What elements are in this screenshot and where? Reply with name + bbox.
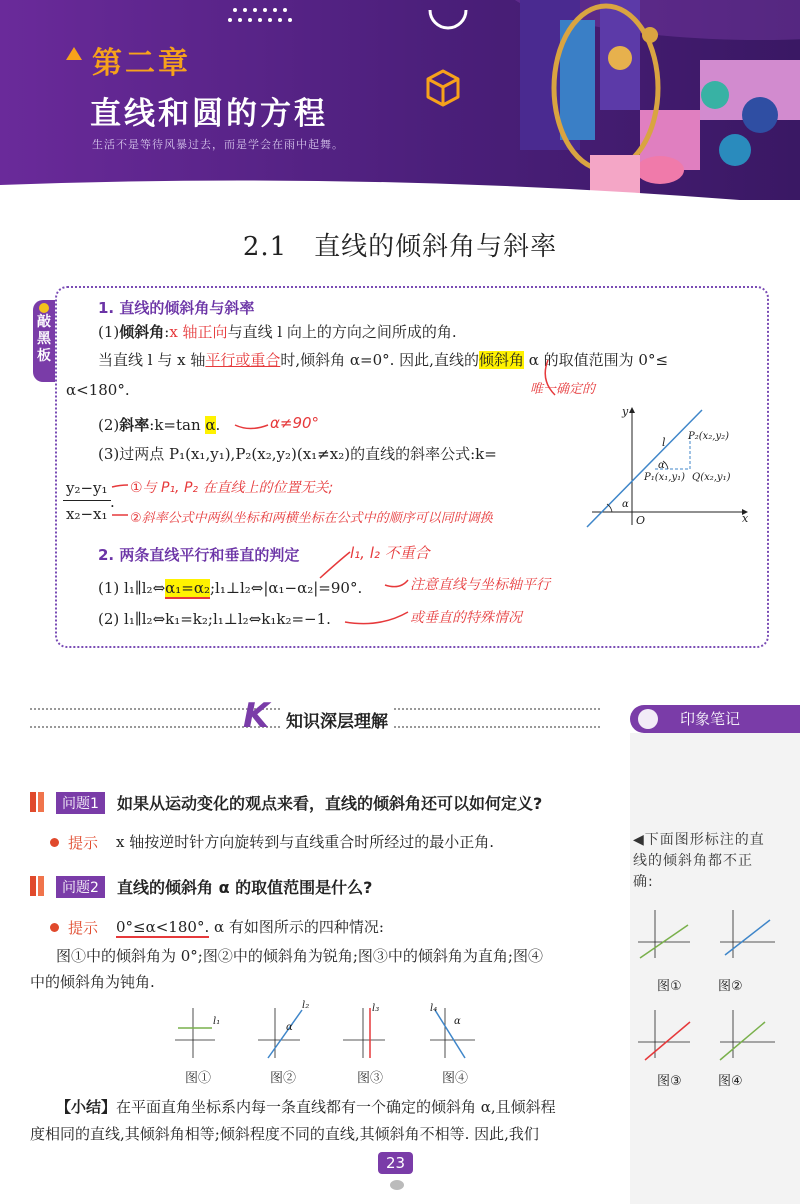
fig3-l3: l₃ <box>372 1003 380 1014</box>
p2-post: α 的取值范围为 0°≤ <box>523 351 669 369</box>
chapter-title: 直线和圆的方程 <box>90 96 328 132</box>
side-note: ◀下面图形标注的直线的倾斜角都不正确: <box>633 832 765 890</box>
p4-highlight: α <box>205 416 216 434</box>
fig-origin-label: O <box>636 514 646 527</box>
frac-denominator: x₂−x₁ <box>66 505 108 523</box>
p1-red: x 轴正向 <box>169 323 228 341</box>
r1-highlight: α₁=α₂ <box>165 579 210 597</box>
frac-numerator: y₂−y₁ <box>66 479 108 497</box>
q1-text: 如果从运动变化的观点来看，直线的倾斜角还可以如何定义? <box>117 794 543 813</box>
fig2-caption: 图② <box>270 1071 297 1086</box>
r1-post: ;l₁⊥l₂⇔|α₁−α₂|=90°. <box>210 579 363 597</box>
board-p1 <box>98 322 457 342</box>
fig1-l1: l₁ <box>213 1016 221 1027</box>
fig-p2-label: P₂(x₂,y₂) <box>688 431 730 442</box>
p4-mid: :k=tan <box>149 416 206 434</box>
q1-hint: x 轴按逆时针方向旋转到与直线重合时所经过的最小正角. <box>116 833 494 851</box>
hint-dot-icon-2 <box>50 923 59 932</box>
fig-line-label: l <box>662 436 666 449</box>
fig-x-label: x <box>742 512 749 525</box>
side-fig-caption-2: 图② <box>718 979 743 994</box>
p2-highlight: 倾斜角 <box>478 351 524 369</box>
p1-colon: : <box>164 323 170 341</box>
q2-bar <box>30 876 36 896</box>
side-fig-caption-1: 图① <box>657 979 682 994</box>
fig-alpha-top: α <box>658 460 665 471</box>
note-unique: 唯一确定的 <box>530 382 596 397</box>
board-tag-text: 敲黑板 <box>37 314 51 364</box>
q1-bar <box>30 792 36 812</box>
board-p2 <box>98 350 668 370</box>
summary-label: 【小结】 <box>56 1098 117 1116</box>
summary-text-1: 在平面直角坐标系内每一条直线都有一个确定的倾斜角 α,且倾斜程 <box>116 1098 556 1116</box>
board-tag <box>33 300 55 382</box>
p2-mid: 时,倾斜角 α=0°. 因此,直线的 <box>280 351 479 369</box>
chapter-motto: 生活不是等待风暴过去，而是学会在雨中起舞。 <box>92 138 344 151</box>
note-alpha: α≠90° <box>270 414 320 432</box>
fig2-l2: l₂ <box>302 1000 310 1011</box>
r1-pre: (1) l₁∥l₂⇔ <box>98 579 166 597</box>
q2-hint-post: α 有如图所示的四种情况: <box>209 918 384 936</box>
hint-dot-icon <box>50 838 59 847</box>
k-badge: K <box>243 696 270 736</box>
fig4-caption: 图④ <box>442 1071 469 1086</box>
note-not-coincide: l₁, l₂ 不重合 <box>350 544 430 562</box>
note-axis-2: 或垂直的特殊情况 <box>410 610 522 626</box>
board-r2: (2) l₁∥l₂⇔k₁=k₂;l₁⊥l₂⇔k₁k₂=−1. <box>98 610 331 628</box>
fig4-alpha: α <box>454 1016 461 1027</box>
side-fig-caption-4: 图④ <box>718 1074 743 1089</box>
board-p5: (3)过两点 P₁(x₁,y₁),P₂(x₂,y₂)(x₁≠x₂)的直线的斜率公式:k= <box>98 445 497 463</box>
board-p4 <box>98 415 220 435</box>
q2-hint-range: 0°≤α<180°. <box>116 918 210 936</box>
fig-p1-label: P₁(x₁,y₁) <box>644 472 686 483</box>
fig1-caption: 图① <box>185 1071 212 1086</box>
p1-pre: (1) <box>98 323 120 341</box>
side-figures <box>630 900 800 1090</box>
summary-line-1 <box>56 1097 556 1117</box>
elephant-icon <box>638 709 658 729</box>
p2-red: 平行或重合 <box>205 351 281 369</box>
board-heading-1: 1. 直线的倾斜角与斜率 <box>98 299 255 317</box>
page-number: 23 <box>378 1152 413 1174</box>
q1-tag: 问题1 <box>56 792 105 814</box>
p4-dot: . <box>215 416 221 434</box>
fig3-caption: 图③ <box>357 1071 384 1086</box>
p1-post: 与直线 l 向上的方向之间所成的角. <box>227 323 457 341</box>
side-title: 印象笔记 <box>680 710 741 728</box>
fig-alpha-bottom: α <box>622 499 629 510</box>
fig-y-label: y <box>622 405 629 418</box>
q2-book-icon <box>38 876 44 896</box>
deep-title: 知识深层理解 <box>280 707 394 732</box>
q1-hint-label: 提示 <box>68 834 99 852</box>
p4-pre: (2) <box>98 416 120 434</box>
note-axis-1: 注意直线与坐标轴平行 <box>410 577 550 593</box>
chapter-number: 第二章 <box>92 46 191 81</box>
side-header <box>630 705 800 733</box>
fig2-alpha: α <box>286 1022 293 1033</box>
summary-line-2: 度相同的直线,其倾斜角相等;倾斜程度不同的直线,其倾斜角不相等. 因此,我们 <box>30 1125 539 1143</box>
q2-hint-label: 提示 <box>68 919 99 937</box>
q1-book-icon <box>38 792 44 812</box>
q2-body-1: 图①中的倾斜角为 0°;图②中的倾斜角为锐角;图③中的倾斜角为直角;图④ <box>56 947 543 965</box>
frac-dot: . <box>110 493 115 511</box>
fig4-l4: l₄ <box>430 1003 438 1014</box>
board-p3: α<180°. <box>66 381 130 399</box>
board-heading-2: 2. 两条直线平行和垂直的判定 <box>98 546 300 564</box>
p4-term: 斜率 <box>119 416 150 434</box>
section-title: 2.1 直线的倾斜角与斜率 <box>242 232 558 262</box>
note-order: ②斜率公式中两纵坐标和两横坐标在公式中的顺序可以同时调换 <box>130 511 493 526</box>
q2-text: 直线的倾斜角 α 的取值范围是什么? <box>117 878 373 897</box>
bulb-icon <box>39 303 49 313</box>
q2-tag: 问题2 <box>56 876 105 898</box>
chapter-triangle-icon <box>66 47 82 60</box>
q2-body-2: 中的倾斜角为钝角. <box>30 973 155 991</box>
cube-icon <box>425 68 461 108</box>
p1-term: 倾斜角 <box>119 323 165 341</box>
frac-bar <box>63 500 111 501</box>
bird-icon <box>390 1180 404 1190</box>
p2-pre: 当直线 l 与 x 轴 <box>98 351 206 369</box>
board-r1 <box>98 578 362 598</box>
four-figures <box>160 1000 500 1065</box>
q2-hint <box>116 917 384 937</box>
fig-q-label: Q(x₂,y₁) <box>692 472 731 483</box>
inclination-figure <box>582 405 757 530</box>
side-fig-caption-3: 图③ <box>657 1074 682 1089</box>
note-position: ①与 P₁, P₂ 在直线上的位置无关; <box>130 480 334 496</box>
